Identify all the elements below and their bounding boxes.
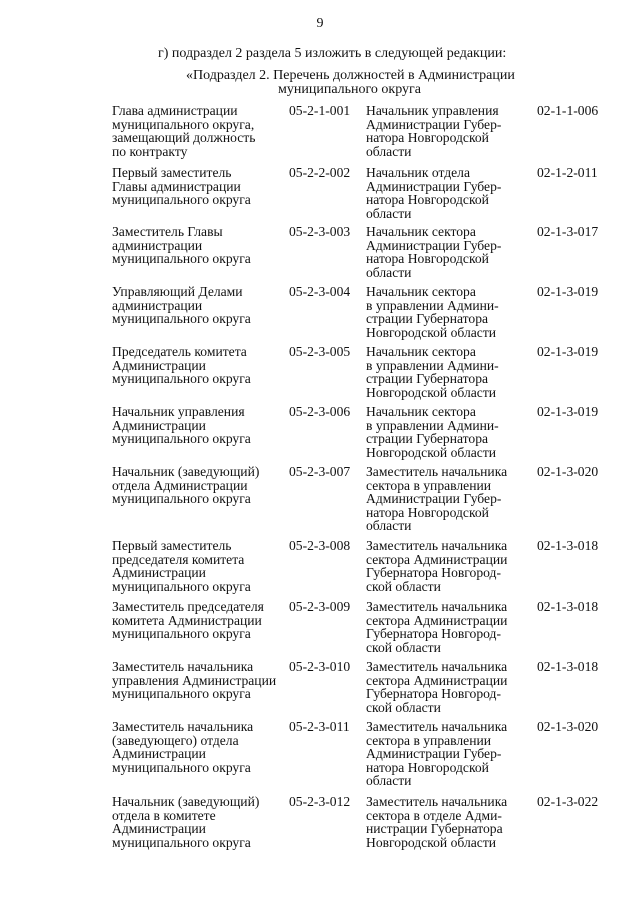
position-cell: Заместитель начальника управления Администрации муниципального округа: [112, 659, 277, 701]
regional-position-cell: Начальник сектора в управлении Админи- страции Губернатора Новгородской области: [366, 344, 499, 400]
regional-code-cell: 02-1-3-018: [537, 659, 599, 674]
regional-position-cell: Заместитель начальника сектора в отделе Адми- нистрации Губернатора Новгородской области: [366, 794, 508, 850]
position-cell: Заместитель председателя комитета Администрации муниципального округа: [112, 599, 264, 641]
regional-code-cell: 02-1-3-019: [537, 404, 599, 419]
position-cell: Председатель комитета Администрации муниципального округа: [112, 344, 251, 386]
position-cell: Глава администрации муниципального округа, замещающий должность по контракту: [112, 103, 256, 159]
position-cell: Начальник (заведующий) отдела в комитете Администрации муниципального округа: [112, 794, 260, 850]
intro-text: г) подраздел 2 раздела 5 изложить в следующей редакции:: [158, 46, 507, 61]
regional-position-cell: Заместитель начальника сектора Администрации Губернатора Новгород- ской области: [366, 599, 508, 655]
regional-position-cell: Начальник сектора Администрации Губер- натора Новгородской области: [366, 224, 502, 280]
regional-position-cell: Начальник отдела Администрации Губер- натора Новгородской области: [366, 165, 502, 221]
regional-code-cell: 02-1-3-019: [537, 344, 599, 359]
code-cell: 05-2-3-004: [289, 284, 351, 299]
regional-position-cell: Заместитель начальника сектора в управлении Администрации Губер- натора Новгородской области: [366, 464, 508, 533]
position-cell: Первый заместитель Главы администрации муниципального округа: [112, 165, 251, 207]
regional-code-cell: 02-1-3-019: [537, 284, 599, 299]
position-cell: Заместитель начальника (заведующего) отдела Администрации муниципального округа: [112, 719, 254, 775]
regional-position-cell: Заместитель начальника сектора Администрации Губернатора Новгород- ской области: [366, 538, 508, 594]
section-heading-line-2: муниципального округа: [278, 82, 421, 97]
regional-code-cell: 02-1-3-018: [537, 538, 599, 553]
regional-code-cell: 02-1-3-017: [537, 224, 599, 239]
code-cell: 05-2-1-001: [289, 103, 351, 118]
code-cell: 05-2-3-008: [289, 538, 351, 553]
regional-position-cell: Начальник сектора в управлении Админи- страции Губернатора Новгородской области: [366, 284, 499, 340]
regional-code-cell: 02-1-3-018: [537, 599, 599, 614]
section-heading-line-1: «Подраздел 2. Перечень должностей в Администрации: [186, 68, 515, 83]
regional-position-cell: Заместитель начальника сектора в управлении Администрации Губер- натора Новгородской области: [366, 719, 508, 788]
regional-position-cell: Начальник управления Администрации Губер- натора Новгородской области: [366, 103, 502, 159]
regional-position-cell: Заместитель начальника сектора Администрации Губернатора Новгород- ской области: [366, 659, 508, 715]
code-cell: 05-2-3-011: [289, 719, 350, 734]
code-cell: 05-2-3-007: [289, 464, 351, 479]
code-cell: 05-2-3-005: [289, 344, 351, 359]
regional-code-cell: 02-1-3-022: [537, 794, 599, 809]
code-cell: 05-2-3-012: [289, 794, 351, 809]
regional-code-cell: 02-1-1-006: [537, 103, 599, 118]
position-cell: Начальник управления Администрации муниципального округа: [112, 404, 251, 446]
position-cell: Управляющий Делами администрации муниципального округа: [112, 284, 251, 326]
code-cell: 05-2-3-003: [289, 224, 351, 239]
code-cell: 05-2-3-010: [289, 659, 351, 674]
position-cell: Заместитель Главы администрации муниципального округа: [112, 224, 251, 266]
code-cell: 05-2-2-002: [289, 165, 351, 180]
code-cell: 05-2-3-006: [289, 404, 351, 419]
code-cell: 05-2-3-009: [289, 599, 351, 614]
position-cell: Начальник (заведующий) отдела Администрации муниципального округа: [112, 464, 260, 506]
regional-code-cell: 02-1-3-020: [537, 719, 599, 734]
section-heading: [186, 69, 515, 97]
page-number: 9: [316, 16, 324, 31]
regional-code-cell: 02-1-3-020: [537, 464, 599, 479]
position-cell: Первый заместитель председателя комитета Администрации муниципального округа: [112, 538, 251, 594]
regional-code-cell: 02-1-2-011: [537, 165, 598, 180]
regional-position-cell: Начальник сектора в управлении Админи- страции Губернатора Новгородской области: [366, 404, 499, 460]
